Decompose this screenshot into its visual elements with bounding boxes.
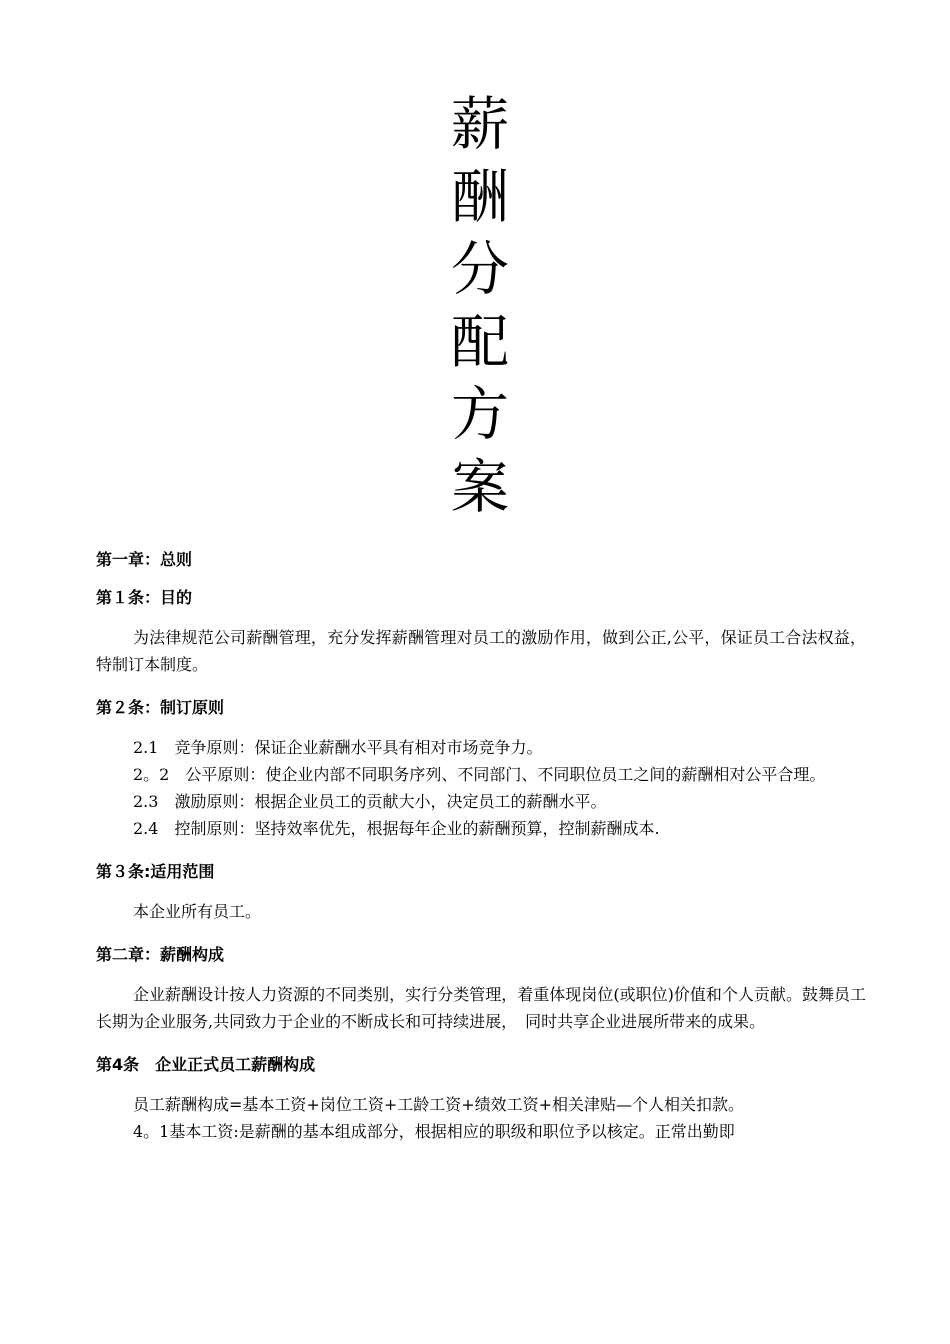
article-2-item: 2.3 激励原则：根据企业员工的贡献大小，决定员工的薪酬水平。 xyxy=(133,792,607,811)
title-char: 配 xyxy=(450,307,509,376)
article-1-heading: 第１条：目的 xyxy=(96,588,193,607)
article-2-heading: 第２条：制订原则 xyxy=(96,698,225,717)
article-1-text: 为法律规范公司薪酬管理，充分发挥薪酬管理对员工的激励作用，做到公正,公平，保证员工合法权益，特制订本制度。 xyxy=(96,628,866,674)
title-char: 薪 xyxy=(450,90,509,158)
article-3-text: 本企业所有员工。 xyxy=(133,902,262,921)
chapter-2-heading: 第二章：薪酬构成 xyxy=(96,945,225,964)
article-2-item: 2。2 公平原则：使企业内部不同职务序列、不同部门、不同职位员工之间的薪酬相对公平合理。 xyxy=(133,765,826,784)
chapter-2-text: 企业薪酬设计按人力资源的不同类别，实行分类管理，着重体现岗位(或职位)价值和个人贡献。鼓舞员工长期为企业服务,共同致力于企业的不断成长和可持续进展， 同时共享企业进展所带来的成果。 xyxy=(96,985,866,1031)
document-title xyxy=(432,88,528,523)
title-char: 酬 xyxy=(450,162,509,231)
article-2-item: 2.1 竞争原则：保证企业薪酬水平具有相对市场竞争力。 xyxy=(133,738,543,757)
article-4-text: 员工薪酬构成=基本工资+岗位工资+工龄工资+绩效工资+相关津贴—个人相关扣款。 xyxy=(133,1095,745,1114)
title-char: 案 xyxy=(450,452,509,521)
article-2-item: 2.4 控制原则：坚持效率优先，根据每年企业的薪酬预算，控制薪酬成本. xyxy=(133,819,660,838)
article-4-heading: 第4条 企业正式员工薪酬构成 xyxy=(96,1055,316,1074)
document-body xyxy=(96,548,866,1145)
article-4-text: 4。1基本工资:是薪酬的基本组成部分，根据相应的职级和职位予以核定。正常出勤即 xyxy=(133,1122,735,1141)
title-char: 方 xyxy=(450,380,509,448)
chapter-1-heading: 第一章：总则 xyxy=(96,550,193,569)
title-char: 分 xyxy=(450,235,509,303)
article-3-heading: 第３条:适用范围 xyxy=(96,862,215,881)
